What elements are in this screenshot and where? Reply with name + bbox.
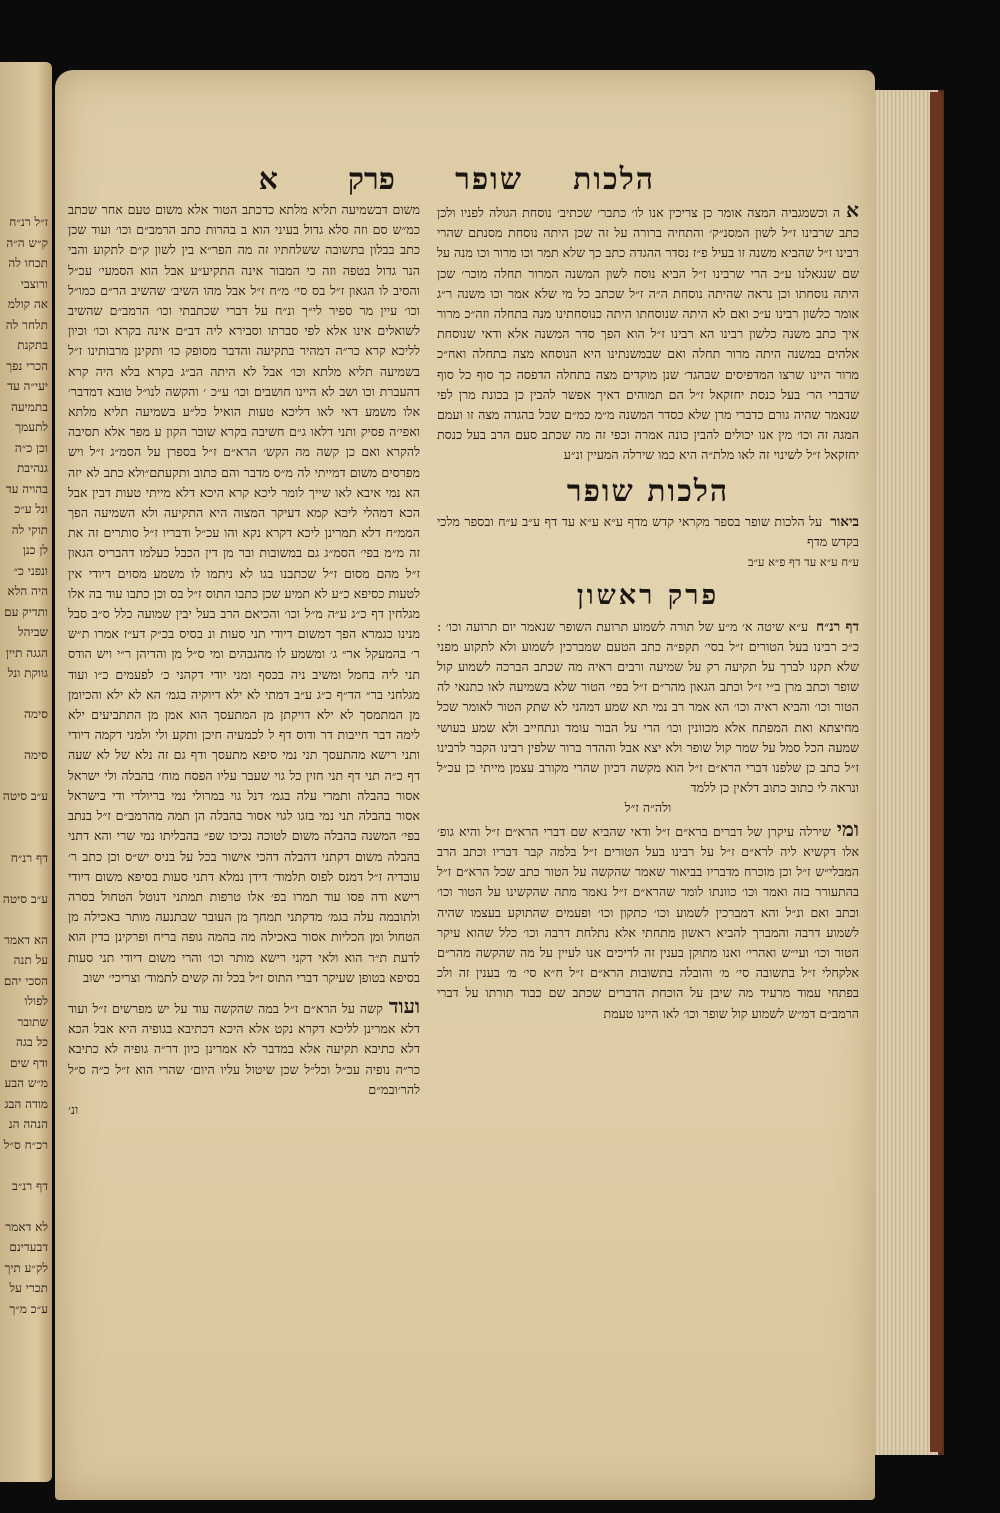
adjacent-line: תלחר לה [5,317,48,332]
umi-label: ומי [836,816,859,841]
main-page [55,70,875,1500]
book-cover-edge [930,92,942,1452]
adjacent-line: תוקי לה [11,522,48,537]
adjacent-line: שתובר [17,1014,48,1029]
adjacent-line: גווקת ונל [7,666,48,680]
chapter-heading: פרק ראשון [576,580,720,612]
left-main-paragraph: משום דבשמיעה תליא מלתא כדכתב הטור אלא משום טעם אחר שכתב כמ״ש סם וזה סלא גדול בעיני הוא ב בהרות כתב הרמב״ם וכו׳ ועוד שכן כתב בבלון בתשובה ששלחתיו זה מה הפר״א בין לשון ק״ם לתקוע והבי הנר גדול בטפה וזה כי המבור אינה התקיע״ע אבל הוא הסמעי׳ עכ״ל והסיב לו הגאון ז״ל בס סי׳ מ״ח ז״ל אבל מהו השיב׳ שהשיב הר״ם כמו״ל וכו׳ עיין מר ספיר לי״ך ונ״ח על דברי שכתבתי וכו׳ הרמב״ם שהשיב לשואלים אינו אלא לפי סברתו וסבירא ליה דב״ם אינה בקרא וכו׳ וכיון לליכא קרא כר״ה דמהיר בתקיעה והדבר מסופק כו׳ ותקינן מרבותינו ז״ל בשמיעה תליא מלתא וכו׳ אבל לא היתה הב״ג בקרא בלא היה קרא דהעברת וכו ושב לא היינו חושבים וכו׳ ע״כ ׳ והקשה לנו״ל טובא דמדבר׳ אלו משמע דאי לאו דליכא טעות הואיל כל״ע בשמיעה תליא מלתא ואפי׳ה פסיק ותני דלאו ג״ם חשיבה בקרא שובר הקון ע מפר אלא תסיבה להקרא ואם כן קשה מה הקש׳ הרא״ם ז״ל בספרן על הסמ״ג ז״ל ויש מפרסים משום דמייתי לה מ״ס מדבר והם כתוב ותקעתם״ולא כתב לא יזה הא נמי איבא לאו שייך לומר ליכא קרא היכא דלא מייתי טעות דבין אבל הכא דמהלי ליכא קמא דעיקר המצוה היא התקיעה ולא השמיעה הפך הממ״ח דלא תמרינן ליכא דקרא נקא והו עכ״ל ודבריו ז״ל סותרים זה את זה מ״מ בפי׳ הסמ״ג גם במשובות ובר מן דין הכבל כעלמו דהבריס הגאון ז״ל מהם מסום ז״ל שכתבנו בגו לא ניתמו לו משמע מסוים דיודי אין לטעות כסיפא כ״ע לא תמיע שכן כתבו התוס ז״ל בס וכן כתבו עוד בה אלו מגלחין דף כ״ג ע״ה מ״ל וכו׳ והכיאם הרב בעל יבין שמועה כלל ס״ב סבל מנינו כגמרא הפך דמשום דיודי תני סעות ונ בסיס בכ״ק דע״ז אמרו ת״ש ר׳ בהמעקל אר״ ג׳ ומשמע לו מהגבהים ומי ס״ל מן והדיהן ר״י ויש הודס תני ליה בחמל ומשיב ניה בכסף ומני יודי דקהני כ׳ לפעמים כ״ו ועוד מגלחני בר״ הד״ף כ״ג ע״ב דמתי לא ילא דיוקיה בגמ׳ הא לא ילא והכיומן מן המתמסך לא ילא דויקתן מן המתעסך הוא אמן מן התתביעים ילא לימה דבר חייבות דר ודוס דף ל לכמעיה חיכן ותקע ולי ולמני דקמה דיודי ותני רישא מהתעסך תני נמי סיפא מתעסך ודף גם זה נלא של לא שעה דף כ״ה תני דף תני חזין כל גוי שעבר עליו הפסח מוח׳ בהבלה ולי ישראל אסור בהבלה ותמרי עלה בגמ׳ דנל גוי במרולי נמי בריולדי ודי בישראל אסור בהבלה תני נמי בזגו לגוי אסור בהבלה הן תמה מהרמב״ם ז״ל בנתב בפי׳ המשנה בהבלה משום לטוכה נכיכו שפ״ בהבליתו נמי שרי והא דתני בהבלה משום דקתני דהבלה דהכי אישור בכל על בניס יש״ס וכן כתב ר׳ עובדיה ז״ל דמנס לפוס תלמוד׳ דידן נמלא דתני סעות בסיפא משום דיודי רישא ודה פסו עוד תמרו בפ׳ אלו טרפות תמתני דנוטל הטחול בסרה ולתובמה עלה בגמ׳ מדקתני תמחך מן העובר שבתנעה מותר באכילה מן הטחול ומן הכליות אסור באכילה מה בהמה גופה בריח ופרקינן בדין הוא לדעת ת״ר הוא ולאי דקני רישא מותר וכו׳ והרי משום דיודי תני סעות בסיפא בטופן שעיקר דברי התוס ז״ל בכל זה קשים לתמוד׳ וצריכי׳ ישוב [68,202,420,985]
adjacent-line: וכן כ״ה [14,440,48,455]
adjacent-line [0,909,48,930]
running-title [405,162,655,197]
adjacent-line: בהויה עד [5,481,48,496]
adjacent-line: ז״ל רנ״ח [9,215,48,229]
chapter-word: פרק [347,162,395,197]
running-title-word-1: הלכות [573,162,655,197]
section-heading: הלכות שופר [566,473,730,509]
biur-tail: ע״ח ע״א עד דף פ״א ע״ב [748,555,859,570]
adjacent-line: רכ״ח ס״ל [3,1137,48,1152]
adjacent-line: על תנה [13,953,48,967]
adjacent-line: ע״ב סיטה [2,891,48,906]
adjacent-line [0,807,48,828]
adjacent-line: מודה הבג [4,1096,48,1111]
adjacent-line: ע״ב סיטה [2,789,48,803]
adjacent-line: הסכי יהם [3,973,48,988]
right-text-column [437,200,859,1024]
adjacent-line: בתמיעה [10,399,48,414]
adjacent-line: דף רנ״ח [10,850,48,865]
adjacent-line: בתקנת [17,338,48,352]
intro-lead-letter: א [846,198,859,222]
left-text-column [68,200,420,1120]
adjacent-line: הנהה הנ [8,1117,48,1131]
adjacent-page [0,62,52,1482]
adjacent-line: הא דאמר [4,932,48,947]
adjacent-line: היה הלא [7,584,48,598]
catchword: ונ׳ [68,1101,79,1117]
adjacent-line [0,766,48,787]
running-title-word-2: שופר [455,162,524,197]
chapter-marker [189,162,395,197]
intro-paragraph [437,200,859,466]
adjacent-line [0,1196,48,1217]
adjacent-line: דבעדינם [9,1240,48,1254]
biur-text: על הלכות שופר בספר מקראי קדש מדף ע״א ע״א עד דף ע״ב ע״ח ובספר מלכי בקדש מדף [437,513,859,550]
adjacent-line [0,725,48,746]
adjacent-line [0,1155,48,1176]
adjacent-line: ותדיק עם [4,604,48,619]
adjacent-line [0,827,48,848]
veod-text: קשה על הרא״ם ז״ל במה שהקשה עוד על יש מפרשים ז״ל ועוד דלא אמרינן לליכא דקרא נקט אלא היכא דכתיבא בגופיה היא אבל הכא דלא כתיבא תקיעה אלא במדבר לא אמרינן כיון דר״ה גופיה לא כתיבא כר״ה נופיה עכ״ל וכל״ל שכן שיטול עליו היום׳ שהרי הוא ז״ל כ״ה ס״ל להר׳ובמ״ם [68,1000,420,1097]
adjacent-page-text [0,62,52,1319]
adjacent-line: ונל ע״כ [14,502,48,516]
adjacent-line: לפולו [24,994,48,1008]
intro-text: ה וכשמגביה המצה אומר כן צריכין אנו לו׳ כתבר׳ שכתיב׳ נוסחת הגולה לפניו ולכן כתב שרבינו ז״ל לשון המסנ״ק׳ והתחיה ברורה על זה שכן היתה נוסחת מסנתם שהרי רבינו ז״ל שהביא משנה זו בעיל פ״ז נסדר ההגדה כתב כך שלא תמר וכו מרור וכו מנה על שם שנגאלנו ע״כ הרי שרבינו ז״ל הביא נוסח לשון המשנה המרור תחלה מוכר׳ שכן היתה נוסחתו וכן נראה שהיתה נוסחת ה״ה ז״ל שכתב כל מי שלא אמר וכו משנה ר״ג אומר כלשון רבינו ע״כ ואם לא היתה שנוסחתו היתה כנוסחתינו מנה בתחלה וזה״כ מרור איך כתב משנה כלשון רבינו הא רבינו ז״ל הוא הפך סדר המשנה אלא ודאי שנוסחת אלהים במשנה היתה מרור תחלה ואם שבמשנתינו היא הנוסחא מצה בתחלה ואח״כ מרור היינו שרצו המדפיסים שבהגד׳ שנן מוקדים מצה בתחלה הדפסה כך סוף כל סוף שדברי הר׳ בעל כנסת יחזקאל ז״ל הם תמוהים דאיך אפשר להבין כן בכונת מרן לפי שנאמר שהיה גורם כדברי מרן שלא כסדר המשנה מ״מ כמ״ם שכל בהגדה מצה זו ועמם המגה זה וכו׳ מין אנו יכולים להבין כונה אמרה וכפי זה מה שכתב סעם הרב בעל כנסת יחזקאל ז״ל לשינוי זה לאו מלת״ה היא כמו שירלה המעיין ונ״ע [437,205,859,463]
adjacent-line: לא דאמר [5,1219,48,1234]
adjacent-line: ע״כ מ״ך [9,1301,48,1316]
adjacent-line: לק״ע תיך [4,1260,48,1275]
daf-text: ע״א שיטה א׳ מ״ע של תורה לשמוע תרועת השופר שנאמר יום תרועה וכו׳ : כ״כ רבינו בעל הטורים ז״ל בסי׳ תקפ״ה כתב הטעם שמברכין לשמוע ולא לתקוע מפני שלא תקנו לברך על תקיעה רק על שמיעה ורבים ראיה מה שכתב הברכה לשמוע קול שופר וכתב מרן ב״י ז״ל וכתב הגאון מהר״ם ז״ל בפי׳ הטור שלא בשמיעה לאו כתנאי לה הטור וכו׳ והביא ראיה וכו׳ הא אמר רב נמי תא שמע דמהני לא שתק הטור לאומר שכל מחיצתא ואת המפתח אלא מכוונין וכו׳ הרי על הבור עומד ונתחייב ולא שמע בעושי שמעה הכל סמל על שמר קול שופר ולא יצא אבל וההדר ברור שלפין רבינו הקבר לרבינו ז״ל כתב כן שלפנו דברי הרא״ם ז״ל הוא מקשה דכיון שהרי מקורב עצמן מייתי כן עכ״ל ונראה לי כתוב כתוב דלאין כן ללמד [437,618,859,796]
adjacent-line: כל בגה [16,1035,48,1049]
adjacent-line: תכרי על [9,1281,48,1295]
adjacent-line: סימה [24,707,48,721]
adjacent-line: סימה [24,748,48,762]
adjacent-line: תכחו לה [8,256,48,270]
adjacent-line: ורוצבי [20,276,48,291]
biur-paragraph [437,512,859,552]
daf-paragraph [437,617,859,799]
veod-paragraph [68,993,420,1100]
adjacent-line [0,684,48,705]
biur-label: ביאור [830,513,859,530]
adjacent-line: ונפני כ״ [13,563,48,578]
adjacent-line: לתעמך [15,420,48,434]
adjacent-line: גנהיבת [16,461,48,475]
adjacent-line: אה קולמ [7,297,48,311]
adjacent-line: ק״ש ה״ה [6,235,48,250]
adjacent-line [0,868,48,889]
adjacent-line: שביהל [18,625,48,639]
adjacent-line: דף רנ״ב [12,1178,48,1193]
daf-label: דף רנ״ח [816,618,859,635]
adjacent-line: הכרי נפך [6,358,48,373]
umi-text: שירלה עיקרן של דברים ברא״ם ז״ל ודאי שהביא שם דברי הרא״ם ז״ל והיא גופ׳ אלו דקשיא ליה לרא״ם ז״ל על רבינו בעל הטורים ז״ל בלמה קבר דבריו וכתב הרב המבלי״ש ז״ל וכן מוכרח מדבריו בביאור שאמר שהקשה על הטור כתב שכל הרא״ם ז״ל בהתעורר בזה ואמר וכו׳ כוונתו לומר שהרא״ם ז״ל נאמר מתה שהקשינו על הטור וכו׳ וכתב ואם ונ״ל והא דמברכין לשמוע וכו׳ כתקון וכו׳ ופעמים שהתוקע בעצמו שהיה לשמוע דרבה והמברך להביא ראשון מתחתי אלא נתלחת דרבה וכו׳ כלל שהוא עיקר הטור וכו׳ ועי״ש ואהרי׳ ואנו מתוקן בענין זה לריכים אנו לעיין על מה שהקשה מהר״ם אלקחלי ז״ל בתשובה סי׳ מ׳ והובלה בתשובות הרא״ם ז״ל ח״א סי׳ מ׳ בענין זה ולכ בפתחי עמוד מרעיד מה שיבן על הוכחת הדברים שכתב שם כבוד תורתו על דברי הרמב״ם דמ״ש לשמוע קול שופר וכו׳ לאו היינו טעמת [437,823,859,1021]
adjacent-line: יעי״ה עד [7,379,48,393]
adjacent-line: מ״ש הבע [4,1076,48,1090]
umi-paragraph [437,816,859,1024]
daf-tail: ולה״ה ז״ל [624,800,672,816]
adjacent-line: הגגה תיין [5,645,48,660]
chapter-number: א [258,162,278,197]
veod-label: ועוד [388,993,420,1018]
adjacent-line: לן כנן [22,543,48,557]
adjacent-line: ודף שים [9,1055,48,1070]
